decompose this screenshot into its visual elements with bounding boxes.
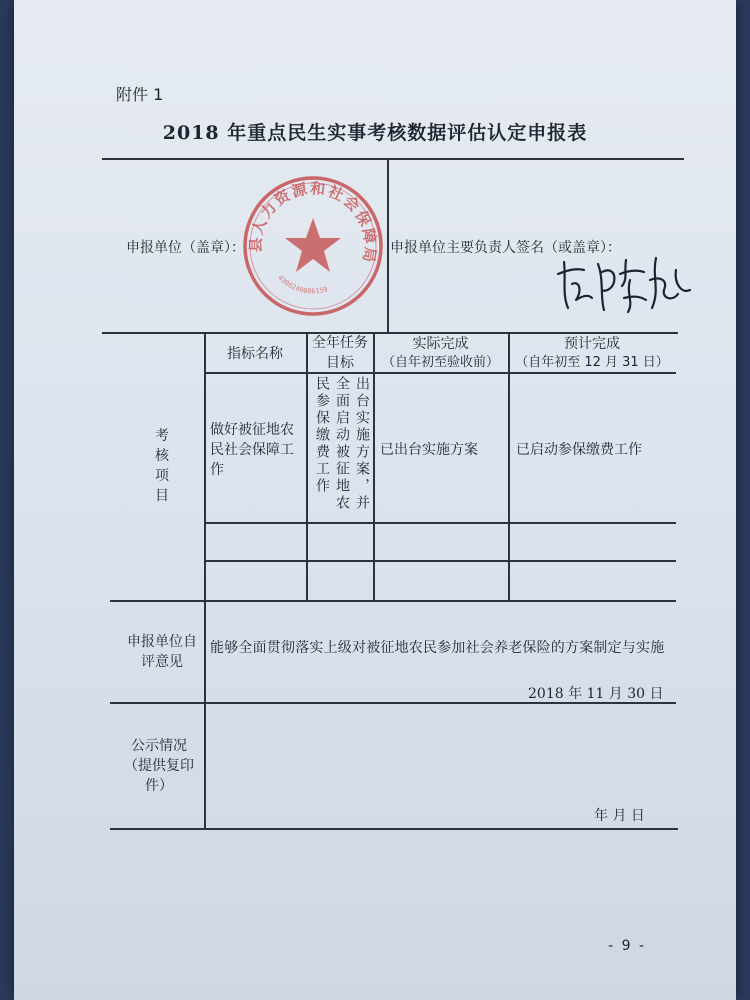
- table-border-bottom: [110, 828, 678, 830]
- official-stamp: [239, 172, 387, 320]
- col-header-expected: 预计完成: [564, 336, 620, 352]
- applicant-leader-label: 申报单位主要负责人签名（或盖章）：: [390, 240, 621, 256]
- row-indicator-name: 做好被征地农民社会保障工作: [210, 422, 294, 478]
- document-page: [14, 0, 736, 1000]
- assessment-row2-bottom: [204, 560, 676, 562]
- col-header-annual-target: 全年任务目标: [312, 335, 368, 371]
- assessment-row1-bottom: [204, 522, 676, 524]
- publicity-date: 年 月 日: [594, 808, 645, 824]
- assessment-section-label: 考核项目: [155, 428, 169, 504]
- self-eval-text: 能够全面贯彻落实上级对被征地农民参加社会养老保险的方案制定与实施: [210, 640, 665, 656]
- attachment-label: 附件 1: [116, 85, 164, 104]
- handwritten-signature: [552, 250, 702, 320]
- document-title: 2018 年重点民生实事考核数据评估认定申报表: [162, 122, 588, 144]
- applicant-divider: [387, 158, 389, 332]
- col-indicator-divider: [306, 332, 308, 600]
- applicant-unit-label: 申报单位（盖章）：: [126, 240, 245, 256]
- row-actual: 已出台实施方案: [380, 442, 478, 458]
- publicity-label: 公示情况（提供复印件）: [124, 738, 194, 794]
- table-border-top: [102, 158, 684, 160]
- row-expected: 已启动参保缴费工作: [516, 442, 642, 458]
- col-header-expected-note: （自年初至 12 月 31 日）: [515, 355, 669, 370]
- self-eval-date: 2018 年 11 月 30 日: [528, 686, 664, 702]
- star-icon: [285, 218, 341, 272]
- self-eval-label: 申报单位自评意见: [127, 634, 197, 670]
- page-number: - 9 -: [608, 938, 646, 954]
- col-header-actual: 实际完成: [412, 336, 469, 352]
- col-header-actual-note: （自年初至验收前）: [381, 355, 499, 370]
- row-annual-target: 出台实施方案，并全面启动被征地农民参保缴费工作: [314, 376, 370, 512]
- stamp-number: 4306240006159: [276, 273, 329, 296]
- assessment-section-bottom: [110, 600, 676, 602]
- stamp-text: 县人力资源和社会保障局: [246, 179, 380, 266]
- col-header-indicator: 指标名称: [227, 346, 283, 362]
- assessment-label-divider: [204, 332, 206, 828]
